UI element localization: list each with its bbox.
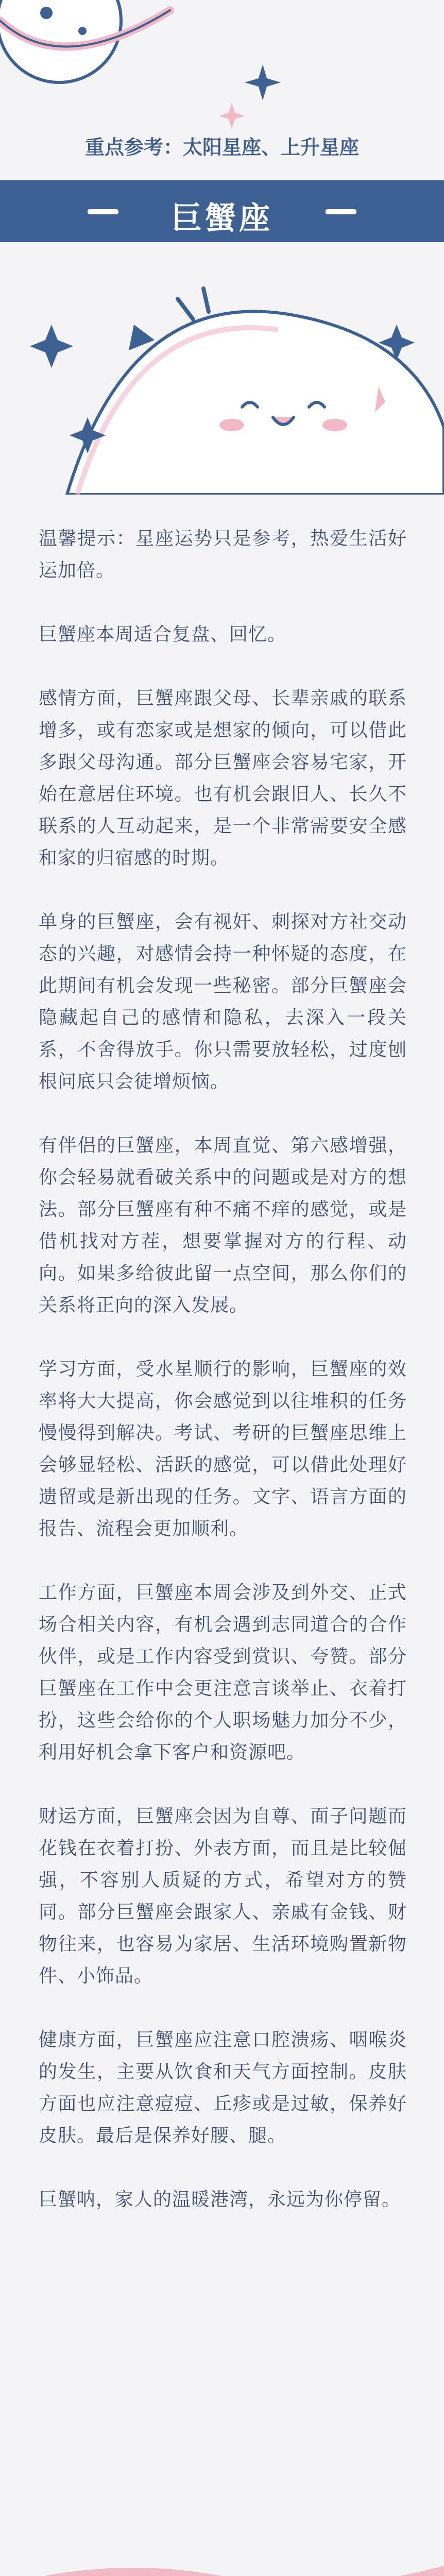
paragraph-summary: 巨蟹座本周适合复盘、回忆。 xyxy=(39,624,287,645)
sparkle-icon xyxy=(242,62,283,103)
title-frame xyxy=(82,189,362,234)
footer-wave xyxy=(0,2555,444,2576)
moon-character-illustration xyxy=(0,247,444,495)
article-body xyxy=(39,523,407,2248)
paragraph-study: 学习方面，受水星顺行的影响，巨蟹座的效率将大大提高，你会感觉到以往堆积的任务慢慢得到解决。考试、考研的巨蟹座思维上会够显轻松、活跃的感觉，可以借此处理好遗留或是新出现的任务。文字、语言方面的报告、流程会更加顺利。 xyxy=(39,1359,407,1539)
paragraph-partnered: 有伴侣的巨蟹座，本周直觉、第六感增强，你会轻易就看破关系中的问题或是对方的想法。部分巨蟹座有种不痛不痒的感觉，或是借机找对方茬，想要掌握对方的行程、动向。如果多给彼此留一点空间，那么你们的关系将正向的深入发展。 xyxy=(39,1135,407,1316)
paragraph-health: 健康方面，巨蟹座应注意口腔溃疡、咽喉炎的发生，主要从饮食和天气方面控制。皮肤方面也应注意痘痘、丘疹或是过敏，保养好皮肤。最后是保养好腰、腿。 xyxy=(39,2029,407,2146)
paragraph-single: 单身的巨蟹座，会有视奸、刺探对方社交动态的兴趣，对感情会持一种怀疑的态度，在此期间有机会发现一些秘密。部分巨蟹座会隐藏起自己的感情和隐私，去深入一段关系，不舍得放手。你只需要放轻松，过度刨根问底只会徒增烦恼。 xyxy=(39,911,407,1092)
subtitle: 重点参考：太阳星座、上升星座 xyxy=(84,136,359,159)
title-dash-right xyxy=(326,209,356,214)
page-title: 巨蟹座 xyxy=(171,200,273,236)
title-dash-left xyxy=(88,209,118,214)
footer xyxy=(0,2555,444,2576)
paragraph-closing: 巨蟹呐，家人的温暖港湾，永远为你停留。 xyxy=(39,2189,401,2210)
paragraph-tip: 温馨提示：星座运势只是参考，热爱生活好运加倍。 xyxy=(39,528,407,581)
title-banner xyxy=(0,180,444,242)
header xyxy=(0,0,444,495)
sparkle-icon xyxy=(216,100,247,131)
paragraph-love: 感情方面，巨蟹座跟父母、长辈亲戚的联系增多，或有恋家或是想家的倾向，可以借此多跟父母沟通。部分巨蟹座会容易宅家，开始在意居住环境。也有机会跟旧人、长久不联系的人互动起来，是一个非常需要安全感和家的归宿感的时期。 xyxy=(39,688,407,869)
paragraph-wealth: 财运方面，巨蟹座会因为自尊、面子问题而花钱在衣着打扮、外表方面，而且是比较倔强，不容别人质疑的方式，希望对方的赞同。部分巨蟹座会跟家人、亲戚有金钱、财物往来，也容易为家居、生活环境购置新物件、小饰品。 xyxy=(39,1806,407,1987)
planet-illustration xyxy=(0,0,206,118)
paragraph-work: 工作方面，巨蟹座本周会涉及到外交、正式场合相关内容，有机会遇到志同道合的合作伙伴，或是工作内容受到赏识、夸赞。部分巨蟹座在工作中会更注意言谈举止、衣着打扮，这些会给你的个人职场魅力加分不少，利用好机会拿下客户和资源吧。 xyxy=(39,1582,407,1763)
